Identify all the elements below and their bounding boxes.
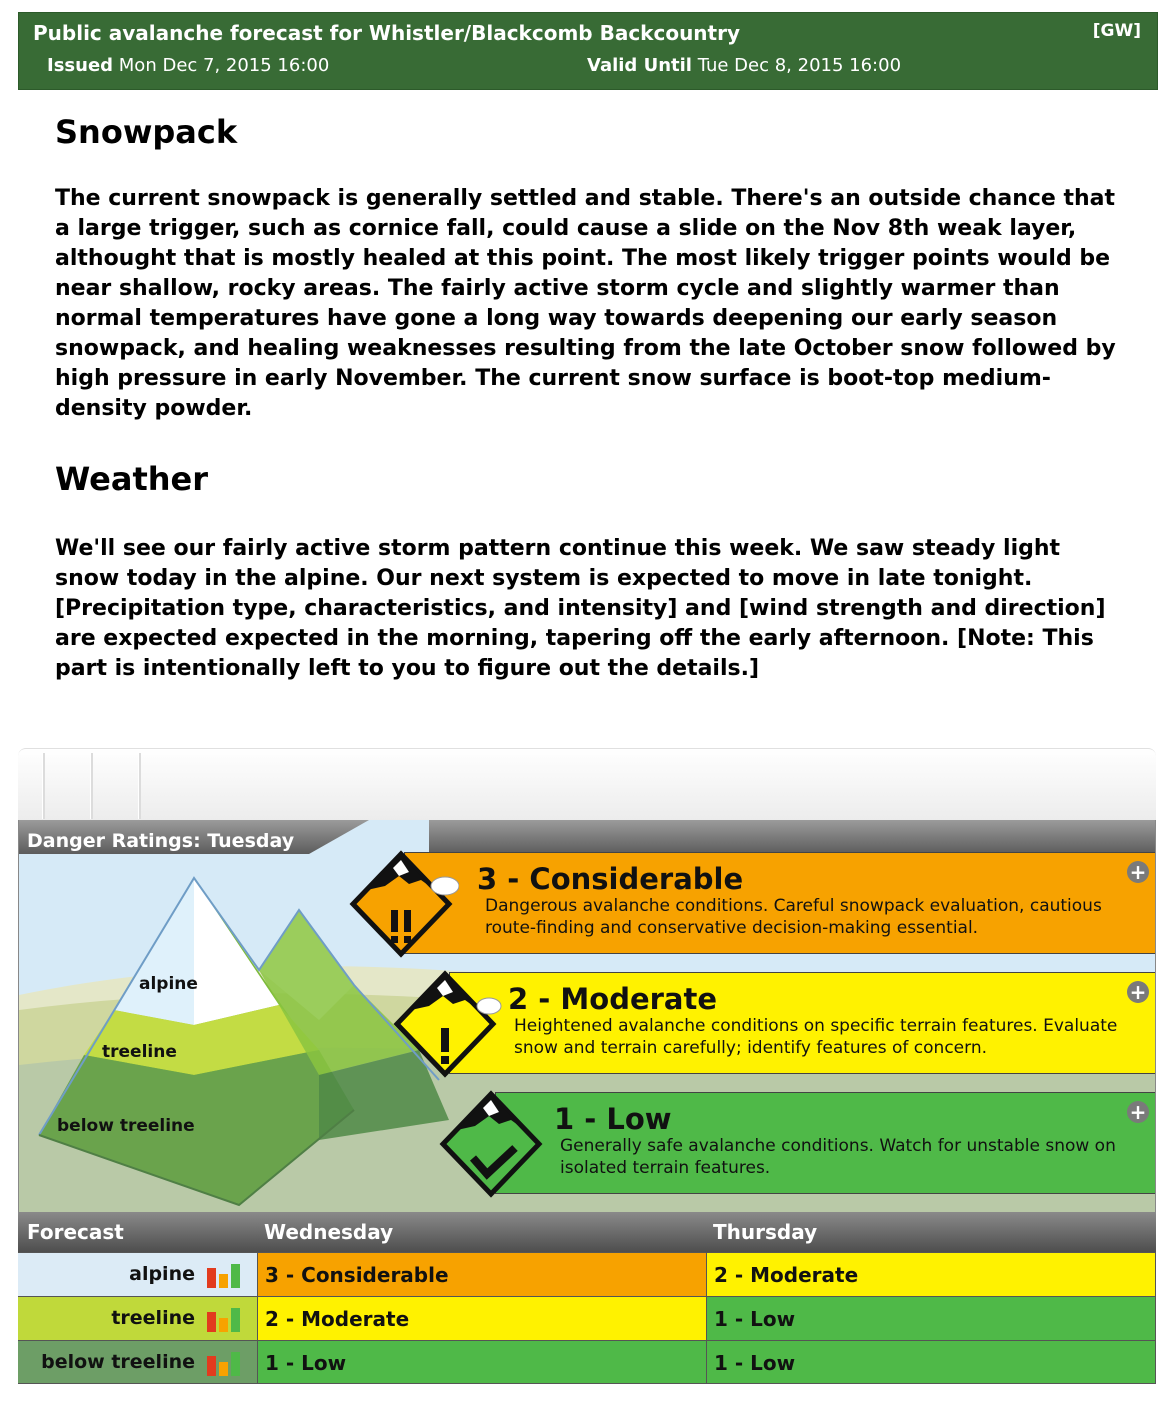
tab-2[interactable] — [90, 753, 93, 819]
issued-value: Mon Dec 7, 2015 16:00 — [118, 55, 330, 76]
rating-low — [495, 1092, 1156, 1194]
forecast-title: Public avalanche forecast for Whistler/Blackcomb Backcountry — [33, 21, 741, 45]
danger-3-icon — [349, 850, 459, 960]
forecast-header — [18, 12, 1158, 90]
forecast-row-label-text: treeline — [111, 1307, 195, 1329]
forecast-row-label-text: alpine — [129, 1263, 195, 1285]
forecast-row-alpine — [18, 1252, 1156, 1296]
snowpack-heading: Snowpack — [55, 113, 238, 151]
forecast-cell-value: 2 - Moderate — [714, 1263, 859, 1287]
forecast-row-label — [18, 1253, 258, 1296]
issued-date — [47, 55, 329, 76]
danger-1-icon — [439, 1090, 549, 1200]
forecast-row-treeline — [18, 1296, 1156, 1340]
rating-moderate-description: Heightened avalanche conditions on specific terrain features. Evaluate snow and terrain carefully; identify features of concern. — [514, 1016, 1118, 1058]
forecast-row-label — [18, 1297, 258, 1340]
danger-bars-icon[interactable] — [207, 1306, 241, 1332]
tab-strip — [18, 748, 1156, 821]
expand-low-plus-icon[interactable]: + — [1127, 1101, 1149, 1123]
forecast-cell — [707, 1253, 1156, 1296]
elevation-treeline-label: treeline — [102, 1042, 177, 1062]
elevation-below-treeline-label: below treeline — [57, 1116, 195, 1136]
forecast-table-header — [18, 1212, 1156, 1252]
forecast-header-label: Forecast — [27, 1220, 124, 1244]
danger-bars-icon[interactable] — [207, 1262, 241, 1288]
title-bar-slope — [309, 820, 429, 854]
region-code: [GW] — [1092, 21, 1141, 41]
weather-heading: Weather — [55, 460, 209, 498]
forecast-day-wednesday: Wednesday — [264, 1220, 394, 1244]
rating-low-title: 1 - Low — [554, 1102, 672, 1136]
danger-title-bar — [19, 820, 1155, 854]
forecast-cell-value: 1 - Low — [265, 1351, 347, 1375]
forecast-cell — [258, 1297, 707, 1340]
forecast-table — [18, 1212, 1156, 1384]
danger-bars-icon[interactable] — [207, 1350, 241, 1376]
danger-title: Danger Ratings: Tuesday — [27, 830, 295, 852]
forecast-cell — [258, 1253, 707, 1296]
expand-moderate-plus-icon[interactable]: + — [1127, 981, 1149, 1003]
weather-text: We'll see our fairly active storm pattern continue this week. We saw steady light snow today in the alpine. Our next system is expected to move in late tonight. [Precipitation type, characteristics, and intensity] and [wind strength and direction] are expected expected in the morning, tapering off the early afternoon. [Note: This part is intentionally left to you to figure out the details.] — [55, 536, 1106, 681]
rating-considerable — [404, 852, 1156, 954]
forecast-row-below-treeline — [18, 1340, 1156, 1384]
forecast-cell-value: 1 - Low — [714, 1351, 796, 1375]
forecast-cell-value: 2 - Moderate — [265, 1307, 410, 1331]
forecast-cell-value: 3 - Considerable — [265, 1263, 449, 1287]
danger-2-icon — [393, 970, 503, 1080]
valid-until-date — [587, 55, 901, 76]
forecast-cell — [707, 1341, 1156, 1383]
forecast-row-label-text: below treeline — [41, 1351, 195, 1373]
issued-label: Issued — [47, 55, 114, 76]
tab-3[interactable] — [138, 753, 141, 819]
rating-considerable-title: 3 - Considerable — [477, 862, 744, 896]
tab-1[interactable] — [42, 753, 45, 819]
elevation-alpine-label: alpine — [139, 974, 198, 994]
forecast-cell — [258, 1341, 707, 1383]
valid-value: Tue Dec 8, 2015 16:00 — [697, 55, 902, 76]
expand-considerable-plus-icon[interactable]: + — [1127, 861, 1149, 883]
danger-ratings-panel — [18, 820, 1156, 1212]
forecast-cell — [707, 1297, 1156, 1340]
rating-low-description: Generally safe avalanche conditions. Watch for unstable snow on isolated terrain features. — [560, 1136, 1116, 1178]
forecast-row-label — [18, 1341, 258, 1383]
forecast-day-thursday: Thursday — [713, 1220, 818, 1244]
rating-moderate — [449, 972, 1156, 1074]
forecast-cell-value: 1 - Low — [714, 1307, 796, 1331]
valid-label: Valid Until — [587, 55, 692, 76]
rating-moderate-title: 2 - Moderate — [508, 982, 718, 1016]
snowpack-text: The current snowpack is generally settled and stable. There's an outside chance that a large trigger, such as cornice fall, could cause a slide on the Nov 8th weak layer, althought that is mostly healed at this point. The most likely trigger points would be near shallow, rocky areas. The fairly active storm cycle and slightly warmer than normal temperatures have gone a long way towards deepening our early season snowpack, and healing weaknesses resulting from the late October snow followed by high pressure in early November. The current snow surface is boot-top medium-density powder. — [55, 186, 1116, 421]
rating-considerable-description: Dangerous avalanche conditions. Careful snowpack evaluation, cautious route-finding and conservative decision-making essential. — [485, 896, 1102, 938]
